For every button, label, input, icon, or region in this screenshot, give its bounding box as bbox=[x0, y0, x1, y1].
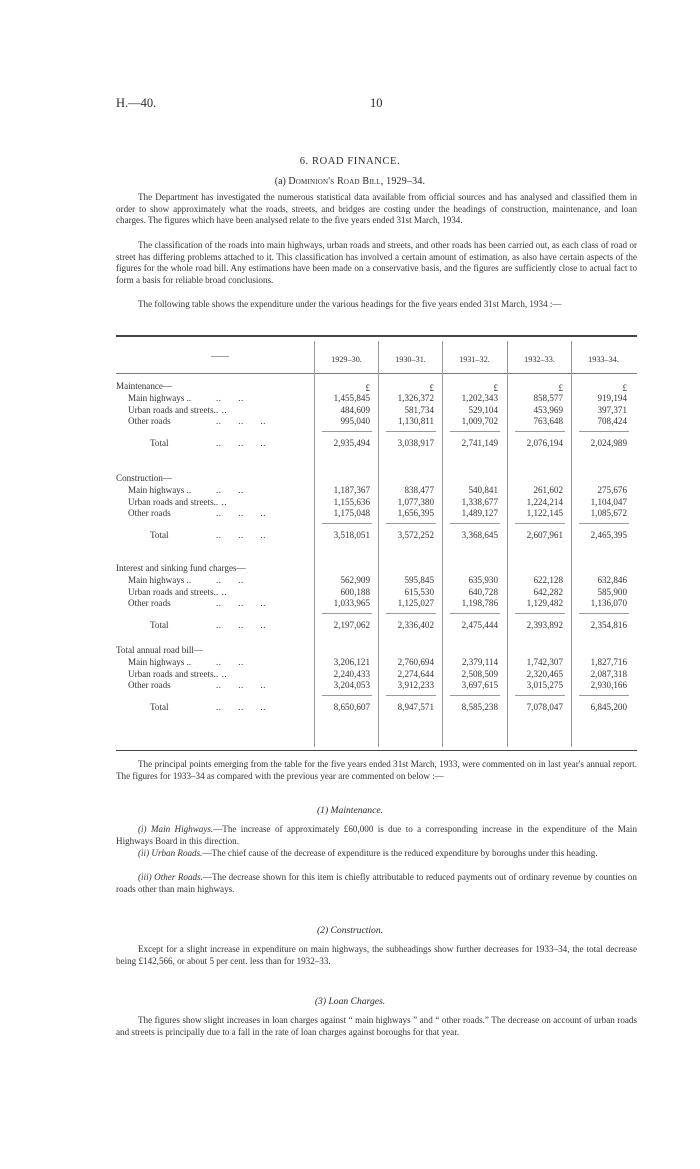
table-cell: 1,326,372 bbox=[397, 393, 434, 403]
table-cell: 2,076,194 bbox=[526, 438, 563, 448]
table-cell: 2,354,816 bbox=[590, 620, 627, 630]
table-row bbox=[116, 393, 637, 405]
table-cell: 1,198,786 bbox=[461, 598, 498, 608]
row-label: Other roads bbox=[128, 680, 171, 690]
subtotal-rule bbox=[515, 613, 565, 614]
table-row bbox=[116, 680, 637, 692]
leader-dots: .. .. bbox=[216, 393, 244, 403]
section-title: 6. ROAD FINANCE. bbox=[299, 156, 401, 167]
table-cell: 635,930 bbox=[468, 575, 498, 585]
subtotal-rule bbox=[579, 695, 629, 696]
table-cell: 1,187,367 bbox=[333, 485, 370, 495]
table-cell: 3,015,275 bbox=[526, 680, 563, 690]
subtotal-rule bbox=[515, 695, 565, 696]
leader-dots: .. .. .. bbox=[216, 620, 266, 630]
leader-dots: .. bbox=[216, 586, 228, 597]
table-cell: 1,125,027 bbox=[397, 598, 434, 608]
table-cell: 858,577 bbox=[533, 393, 563, 403]
table-row bbox=[116, 575, 637, 587]
stub-header: —— bbox=[211, 351, 229, 361]
intro-paragraph-3: The following table shows the expenditure under the various headings for the five years ended 31st March, 1934 :— bbox=[138, 299, 562, 309]
table-cell: 3,038,917 bbox=[397, 438, 434, 448]
table-cell: 2,475,444 bbox=[461, 620, 498, 630]
table-cell: 995,040 bbox=[340, 416, 370, 426]
maintenance-item-3-lead: (iii) Other Roads. bbox=[138, 872, 203, 882]
table-cell: 3,912,233 bbox=[397, 680, 434, 690]
table-cell: 1,742,307 bbox=[526, 657, 563, 667]
table-cell: 7,078,047 bbox=[526, 702, 563, 712]
subtotal-rule bbox=[515, 431, 565, 432]
table-cell: 3,204,053 bbox=[333, 680, 370, 690]
currency-symbol: £ bbox=[558, 383, 563, 393]
column-header: 1932–33. bbox=[524, 355, 555, 364]
currency-symbol: £ bbox=[622, 383, 627, 393]
subtotal-rule bbox=[579, 523, 629, 524]
table-cell: 562,909 bbox=[340, 575, 370, 585]
maintenance-item-1-text: —The increase of approximately £60,000 is due to a corresponding increase in the expenditure of the Main Highways Board in this direction. bbox=[116, 824, 637, 846]
leader-dots: .. .. .. bbox=[216, 702, 266, 712]
table-cell: 1,455,845 bbox=[333, 393, 370, 403]
maintenance-item-2-lead: (ii) Urban Roads. bbox=[138, 848, 203, 858]
subtotal-rule bbox=[386, 431, 436, 432]
subtotal-rule bbox=[322, 695, 372, 696]
table-cell: 838,477 bbox=[404, 485, 434, 495]
table-cell: 1,489,127 bbox=[461, 508, 498, 518]
currency-symbol: £ bbox=[493, 383, 498, 393]
leader-dots: .. .. .. bbox=[216, 508, 266, 518]
table-cell: 2,240,433 bbox=[333, 668, 370, 679]
table-cell: 1,129,482 bbox=[526, 598, 563, 608]
table-cell: 1,122,145 bbox=[526, 508, 563, 518]
row-label: Main highways .. bbox=[128, 657, 192, 667]
maintenance-item-1-lead: (i) Main Highways. bbox=[138, 824, 214, 834]
column-header: 1933–34. bbox=[588, 355, 619, 364]
table-cell: 2,274,644 bbox=[397, 668, 434, 679]
table-cell: 8,947,571 bbox=[397, 702, 434, 712]
total-row bbox=[116, 702, 637, 714]
table-cell: 1,224,214 bbox=[526, 496, 563, 507]
row-label: Urban roads and streets.. bbox=[128, 496, 219, 507]
table-cell: 708,424 bbox=[597, 416, 627, 426]
subtotal-rule bbox=[450, 613, 500, 614]
page-header bbox=[116, 96, 586, 112]
table-cell: 2,760,694 bbox=[397, 657, 434, 667]
table-cell: 640,728 bbox=[468, 586, 498, 597]
table-cell: 2,508,509 bbox=[461, 668, 498, 679]
table-row bbox=[116, 508, 637, 520]
maintenance-item-1 bbox=[116, 824, 637, 847]
leader-dots: .. .. .. bbox=[216, 416, 266, 426]
leader-dots: .. .. .. bbox=[216, 438, 266, 448]
subtotal-rule bbox=[579, 613, 629, 614]
table-row bbox=[116, 598, 637, 610]
table-cell: 2,741,149 bbox=[461, 438, 498, 448]
table-cell: 615,530 bbox=[404, 586, 434, 597]
table-row bbox=[116, 497, 637, 509]
table-cell: 8,585,238 bbox=[461, 702, 498, 712]
table-cell: 600,188 bbox=[340, 586, 370, 597]
table-cell: 484,609 bbox=[340, 404, 370, 415]
leader-dots: .. .. bbox=[216, 657, 244, 667]
row-label: Total bbox=[150, 438, 169, 448]
loan-charges-heading-text: (3) Loan Charges. bbox=[314, 996, 386, 1007]
table-cell: 3,368,645 bbox=[461, 530, 498, 540]
table-row bbox=[116, 416, 637, 428]
leader-dots: .. bbox=[216, 404, 228, 415]
subtotal-rule bbox=[386, 523, 436, 524]
table-cell: 2,935,494 bbox=[333, 438, 370, 448]
leader-dots: .. .. .. bbox=[216, 680, 266, 690]
table-cell: 1,827,716 bbox=[590, 657, 627, 667]
construction-paragraph: Except for a slight increase in expenditure on main highways, the subheadings show further decreases for 1933–34, the total decrease being £142,566, or about 5 per cent. less than for 1932–33. bbox=[116, 944, 637, 966]
table-cell: 261,602 bbox=[533, 485, 563, 495]
group-heading: Interest and sinking fund charges— bbox=[116, 563, 246, 573]
table-row bbox=[116, 485, 637, 497]
table-cell: 3,206,121 bbox=[333, 657, 370, 667]
subtotal-rule bbox=[450, 431, 500, 432]
table-cell: 632,846 bbox=[597, 575, 627, 585]
leader-dots: .. .. .. bbox=[216, 530, 266, 540]
total-row bbox=[116, 620, 637, 632]
table-cell: 1,104,047 bbox=[590, 496, 627, 507]
table-cell: 2,197,062 bbox=[333, 620, 370, 630]
row-label: Urban roads and streets.. bbox=[128, 404, 219, 415]
row-label: Main highways .. bbox=[128, 485, 192, 495]
total-row bbox=[116, 438, 637, 450]
table-cell: 1,130,811 bbox=[397, 416, 434, 426]
table-cell: 397,371 bbox=[597, 404, 627, 415]
column-header: 1929–30. bbox=[331, 355, 362, 364]
group-heading: Total annual road bill— bbox=[116, 645, 203, 655]
maintenance-heading bbox=[0, 805, 700, 816]
table-cell: 1,175,048 bbox=[333, 508, 370, 518]
table-bottom-rule bbox=[116, 750, 637, 751]
table-cell: 1,136,070 bbox=[590, 598, 627, 608]
leader-dots: .. bbox=[216, 668, 228, 679]
maintenance-item-3-text: —The decrease shown for this item is chiefly attributable to reduced payments out of ordinary revenue by counties on roads other than main highways. bbox=[116, 872, 637, 894]
maintenance-item-2-text: —The chief cause of the decrease of expenditure is the reduced expenditure by boroughs under this heading. bbox=[202, 848, 598, 858]
row-label: Total bbox=[150, 702, 169, 712]
table-cell: 8,650,607 bbox=[333, 702, 370, 712]
table-cell: 2,024,989 bbox=[590, 438, 627, 448]
table-cell: 622,128 bbox=[533, 575, 563, 585]
section-subtitle bbox=[0, 176, 700, 187]
table-cell: 1,033,965 bbox=[333, 598, 370, 608]
table-cell: 1,155,636 bbox=[333, 496, 370, 507]
after-table-paragraph: The principal points emerging from the table for the five years ended 31st March, 1933, were commented on in last year's annual report. The figures for 1933–34 as compared with the previous year are commented on below :— bbox=[116, 759, 637, 781]
table-cell: 2,336,402 bbox=[397, 620, 434, 630]
leader-dots: .. .. .. bbox=[216, 598, 266, 608]
row-label: Urban roads and streets.. bbox=[128, 586, 219, 597]
subtitle-prefix: (a) bbox=[274, 176, 286, 187]
construction-heading bbox=[0, 925, 700, 936]
group-heading-row bbox=[116, 381, 637, 393]
intro-paragraph-1: The Department has investigated the numerous statistical data available from official sources and has analysed and classified them in order to show approximately what the roads, streets, and bridges are costing under the headings of construction, maintenance, and loan charges. The figures which have been analysed relate to the five years ended 31st March, 1934. bbox=[116, 192, 637, 226]
table-cell: 642,282 bbox=[533, 586, 563, 597]
subtotal-rule bbox=[322, 431, 372, 432]
group-heading-row bbox=[116, 645, 637, 657]
row-label: Other roads bbox=[128, 598, 171, 608]
table-cell: 1,338,677 bbox=[461, 496, 498, 507]
column-header: 1930–31. bbox=[395, 355, 426, 364]
row-label: Total bbox=[150, 620, 169, 630]
subtotal-rule bbox=[450, 695, 500, 696]
table-cell: 2,930,166 bbox=[590, 680, 627, 690]
column-header: 1931–32. bbox=[459, 355, 490, 364]
row-label: Main highways .. bbox=[128, 575, 192, 585]
table-cell: 1,202,343 bbox=[461, 393, 498, 403]
table-cell: 585,900 bbox=[597, 586, 627, 597]
table-row bbox=[116, 405, 637, 417]
table-cell: 595,845 bbox=[404, 575, 434, 585]
group-heading: Maintenance— bbox=[116, 381, 173, 391]
table-cell: 3,572,252 bbox=[397, 530, 434, 540]
subtotal-rule bbox=[322, 523, 372, 524]
subtitle-text: Dominion's Road Bill, 1929–34. bbox=[288, 176, 426, 187]
table-cell: 2,393,892 bbox=[526, 620, 563, 630]
table-cell: 2,607,961 bbox=[526, 530, 563, 540]
currency-symbol: £ bbox=[429, 383, 434, 393]
row-label: Other roads bbox=[128, 416, 171, 426]
table-cell: 3,518,051 bbox=[333, 530, 370, 540]
subtotal-rule bbox=[322, 613, 372, 614]
subtotal-rule bbox=[450, 523, 500, 524]
leader-dots: .. .. bbox=[216, 575, 244, 585]
leader-dots: .. .. bbox=[216, 485, 244, 495]
table-cell: 919,194 bbox=[597, 393, 627, 403]
table-cell: 1,656,395 bbox=[397, 508, 434, 518]
table-cell: 2,320,465 bbox=[526, 668, 563, 679]
maintenance-heading-text: (1) Maintenance. bbox=[316, 805, 384, 816]
row-label: Urban roads and streets.. bbox=[128, 668, 219, 679]
table-cell: 581,734 bbox=[404, 404, 434, 415]
table-cell: 275,676 bbox=[597, 485, 627, 495]
table-cell: 1,085,672 bbox=[590, 508, 627, 518]
document-reference: H.—40. bbox=[116, 96, 157, 110]
loan-charges-heading bbox=[0, 996, 700, 1007]
road-finance-table bbox=[116, 335, 637, 755]
table-cell: 763,648 bbox=[533, 416, 563, 426]
total-row bbox=[116, 530, 637, 542]
group-heading-row bbox=[116, 563, 637, 575]
table-row bbox=[116, 657, 637, 669]
table-cell: 2,465,395 bbox=[590, 530, 627, 540]
subtotal-rule bbox=[515, 523, 565, 524]
table-row bbox=[116, 587, 637, 599]
row-label: Total bbox=[150, 530, 169, 540]
table-cell: 2,087,318 bbox=[590, 668, 627, 679]
maintenance-item-2 bbox=[116, 848, 637, 860]
table-cell: 453,969 bbox=[533, 404, 563, 415]
row-label: Main highways .. bbox=[128, 393, 192, 403]
row-label: Other roads bbox=[128, 508, 171, 518]
table-row bbox=[116, 669, 637, 681]
maintenance-item-3 bbox=[116, 872, 637, 895]
subtotal-rule bbox=[386, 613, 436, 614]
table-cell: 1,009,702 bbox=[461, 416, 498, 426]
table-cell: 1,077,380 bbox=[397, 496, 434, 507]
table-top-rule bbox=[116, 335, 637, 337]
table-cell: 540,841 bbox=[468, 485, 498, 495]
table-cell: 3,697,615 bbox=[461, 680, 498, 690]
table-cell: 529,104 bbox=[468, 404, 498, 415]
page-number: 10 bbox=[370, 96, 383, 110]
group-heading-row bbox=[116, 473, 637, 485]
currency-symbol: £ bbox=[365, 383, 370, 393]
table-header-rule bbox=[116, 373, 637, 374]
leader-dots: .. bbox=[216, 496, 228, 507]
construction-heading-text: (2) Construction. bbox=[316, 925, 384, 936]
table-cell: 6,845,200 bbox=[590, 702, 627, 712]
loan-charges-paragraph: The figures show slight increases in loan charges against “ main highways ” and “ other roads.” The decrease on account of urban roads and streets is principally due to a fall in the rate of loan charges against boroughs for that year. bbox=[116, 1015, 637, 1037]
subtotal-rule bbox=[386, 695, 436, 696]
intro-paragraph-2: The classification of the roads into main highways, urban roads and streets, and other roads has been carried out, as each class of road or street has differing problems attached to it. This classification has involved a certain amount of estimation, as also have certain aspects of the figures for the whole road bill. Any estimations have been made on a conservative basis, and the figures are sufficiently close to actual fact to form a basis for reliable broad conclusions. bbox=[116, 240, 637, 285]
group-heading: Construction— bbox=[116, 473, 173, 483]
subtotal-rule bbox=[579, 431, 629, 432]
table-cell: 2,379,114 bbox=[461, 657, 498, 667]
